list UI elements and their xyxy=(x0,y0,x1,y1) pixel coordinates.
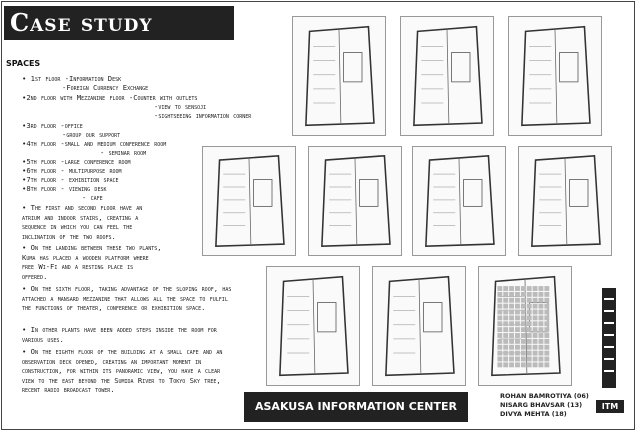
credit-line: DIVYA MEHTA (18) xyxy=(500,410,567,418)
institute-logo: ITM xyxy=(596,400,624,413)
floor-plan-drawing xyxy=(308,146,402,256)
space-line: •6th floor - multipurpose room xyxy=(22,166,122,175)
space-line: -Foreign Currency Exchange xyxy=(62,83,149,92)
floor-plan-drawing xyxy=(518,146,612,256)
floor-plan-drawing xyxy=(292,16,386,136)
description-paragraph: • On the sixth floor, taking advantage of the sloping roof, has attached a mansard mezzanine that allows all the space to fulfil the functions of theater, conference or exhibition space. xyxy=(22,284,232,312)
space-line: •3rd floor -office xyxy=(22,121,83,130)
credits xyxy=(500,392,589,419)
space-line: •2nd floor with Mezzanine floor -Counter with outlets xyxy=(22,93,198,102)
space-line: • 1st floor -Information Desk xyxy=(22,74,122,83)
description-paragraph: • On the eighth floor of the building at a small cafe and an observation deck opened, creating an important moment in construction, for within its panoramic view, you have a clear view to the east beyond the Sumida River to Tokyo Sky tree, recent radio broadcast tower. xyxy=(22,347,223,394)
description-paragraph: • On the landing between these two plants, Kuma has placed a wooden platform where free Wi-Fi and a resting place is offered. xyxy=(22,243,162,281)
description-paragraph: • The first and second floor have an atrium and indoor stairs, creating a sequence in which you can feel the inclination of the two roofs. xyxy=(22,203,143,241)
space-line: - cafe xyxy=(82,193,103,202)
floor-plan-drawing xyxy=(266,266,360,386)
space-line: -view to sensoji xyxy=(154,102,207,111)
project-title: ASAKUSA INFORMATION CENTER xyxy=(244,392,468,422)
description-paragraph: • In other plants have been added steps inside the room for various uses. xyxy=(22,325,217,344)
spaces-heading: spaces xyxy=(6,56,41,69)
floor-plan-drawing xyxy=(400,16,494,136)
space-line: •8th floor - viewing desk xyxy=(22,184,107,193)
floor-plan-drawing xyxy=(412,146,506,256)
space-line: •7th floor - exhibition space xyxy=(22,175,119,184)
vertical-title-strip xyxy=(602,288,616,388)
space-line: •4th floor -small and medium conference room xyxy=(22,139,167,148)
space-line: -sightseeing information corner xyxy=(154,111,252,120)
floor-plan-drawing xyxy=(508,16,602,136)
floor-plan-drawing xyxy=(202,146,296,256)
floor-plan-drawing xyxy=(478,266,572,386)
space-line: -group our support xyxy=(62,130,121,139)
floor-plan-drawing xyxy=(372,266,466,386)
page-title: Case study xyxy=(4,6,234,40)
space-line: - seminar room xyxy=(100,148,147,157)
credit-line: NISARG BHAVSAR (13) xyxy=(500,401,583,409)
space-line: •5th floor -large conference room xyxy=(22,157,131,166)
credit-line: ROHAN BAMROTIYA (06) xyxy=(500,392,589,400)
